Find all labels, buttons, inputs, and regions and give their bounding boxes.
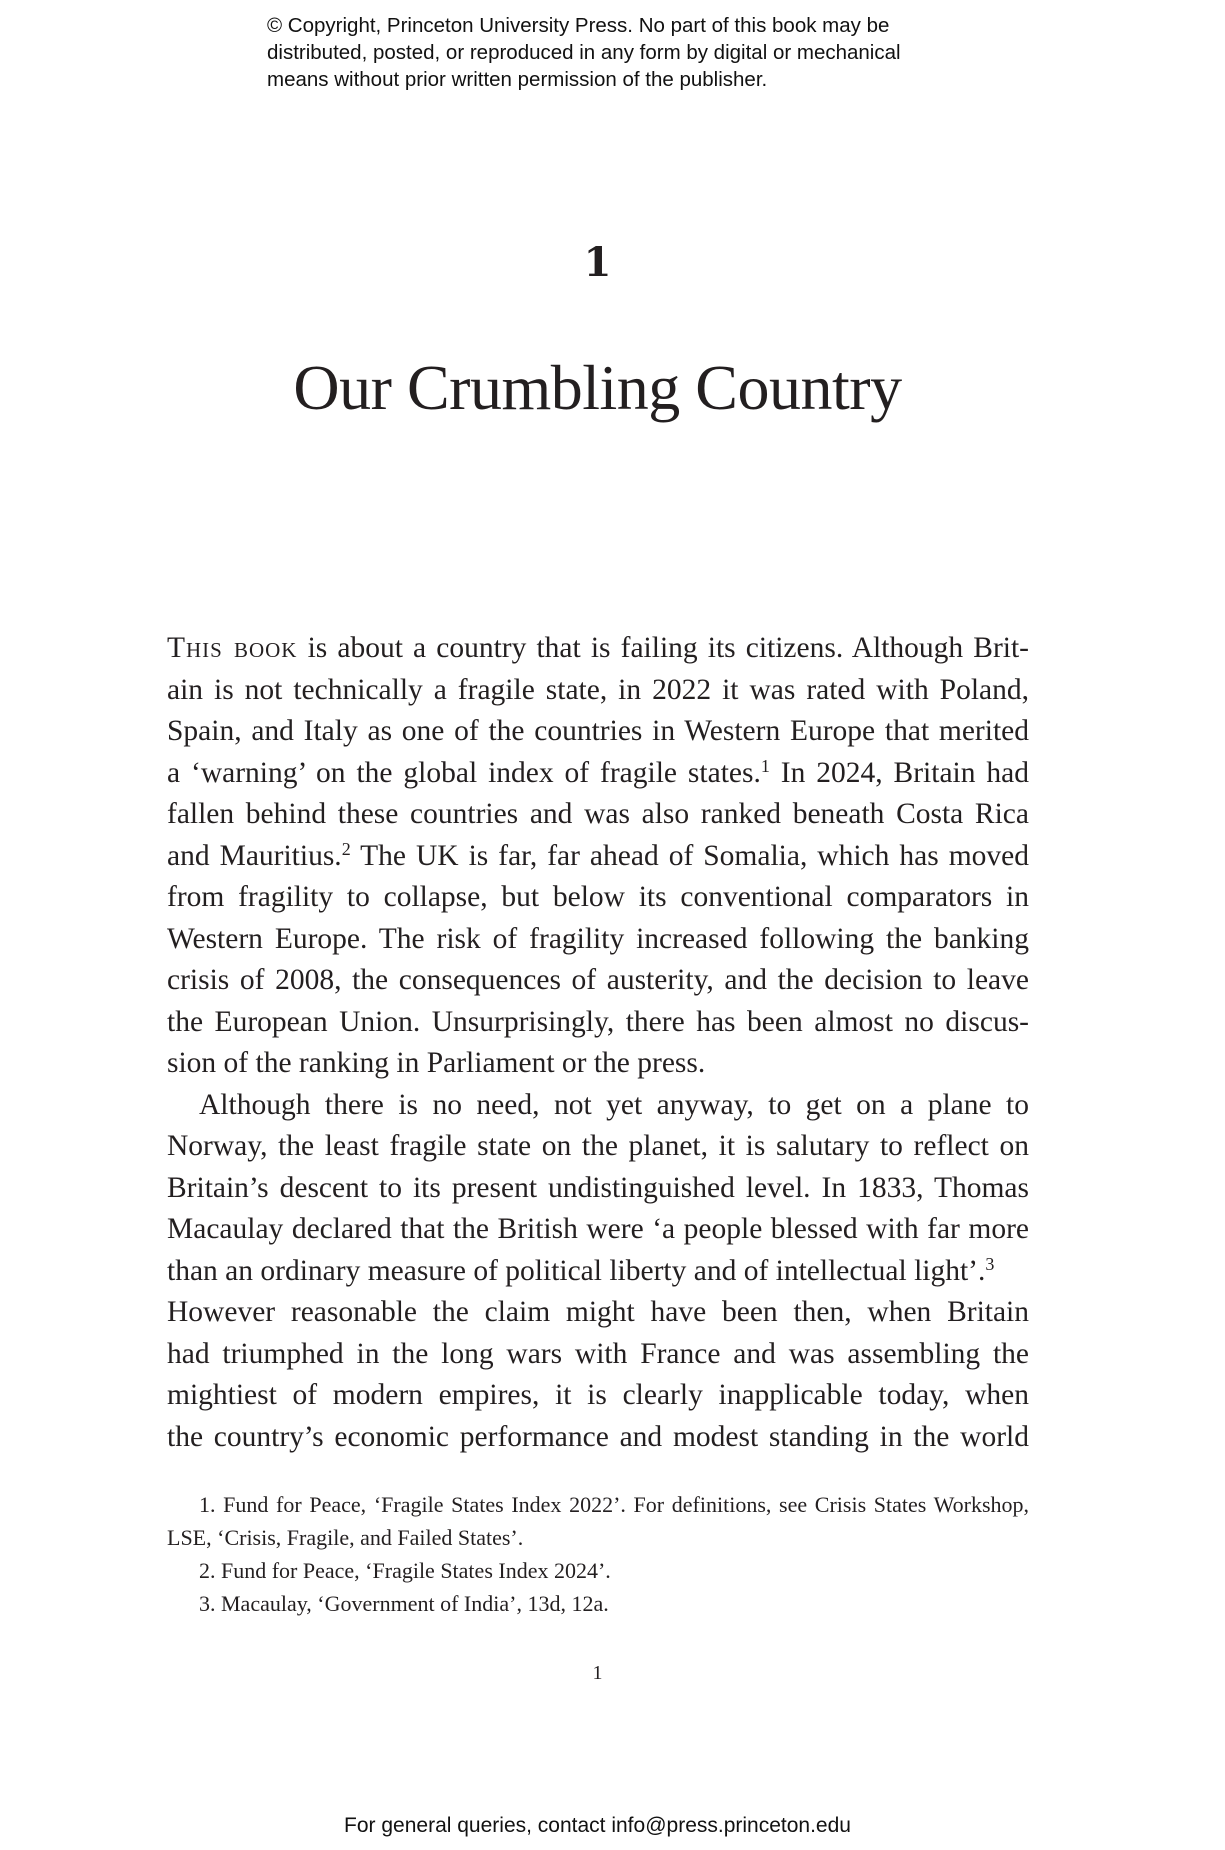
text-line xyxy=(167,836,1029,878)
text-segment: a ‘warning’ on the global index of fragile states. xyxy=(167,756,761,789)
footnote-ref-2[interactable]: 2 xyxy=(341,838,351,859)
text-line: Macaulay declared that the British were ‘a people blessed with far more xyxy=(167,1213,1029,1245)
copyright-line: © Copyright, Princeton University Press. No part of this book may be xyxy=(267,14,890,37)
text-line: ain is not technically a fragile state, in 2022 it was rated with Poland, xyxy=(167,673,1029,706)
text-line xyxy=(167,753,1029,795)
text-line: crisis of 2008, the consequences of austerity, and the decision to leave xyxy=(167,964,1029,996)
chapter-title: Our Crumbling Country xyxy=(293,352,902,423)
chapter-number: 1 xyxy=(583,239,612,286)
text-line: the country’s economic performance and modest standing in the world xyxy=(167,1420,1029,1453)
contact-footer: For general queries, contact info@press.princeton.edu xyxy=(344,1814,851,1837)
footnote-ref-3[interactable]: 3 xyxy=(985,1253,995,1274)
text-line: had triumphed in the long wars with France and was assembling the xyxy=(167,1337,1029,1370)
text-segment: The UK is far, far ahead of Somalia, which has moved xyxy=(350,839,1029,872)
text-segment: In 2024, Britain had xyxy=(769,756,1029,789)
footnotes xyxy=(167,1488,1029,1620)
text-line xyxy=(167,628,1029,670)
text-line: Western Europe. The risk of fragility increased following the banking xyxy=(167,922,1029,955)
text-segment: is about a country that is failing its citizens. Although Brit- xyxy=(297,632,1029,664)
footnote-2: 2. Fund for Peace, ‘Fragile States Index 2024’. xyxy=(199,1558,611,1583)
text-line: fallen behind these countries and was also ranked beneath Costa Rica xyxy=(167,798,1029,830)
footnote-ref-1[interactable]: 1 xyxy=(760,755,770,776)
text-segment: and Mauritius. xyxy=(167,839,342,872)
lead-in: This book xyxy=(167,632,298,664)
copyright-notice xyxy=(267,12,1027,93)
text-line: Britain’s descent to its present undistinguished level. In 1833, Thomas xyxy=(167,1171,1029,1204)
text-line: from fragility to collapse, but below its conventional comparators in xyxy=(167,881,1029,913)
text-line: Although there is no need, not yet anyway, to get on a plane to xyxy=(199,1088,1029,1121)
text-line: sion of the ranking in Parliament or the press. xyxy=(167,1047,706,1079)
text-line: Norway, the least fragile state on the planet, it is salutary to reflect on xyxy=(167,1130,1029,1162)
body-text xyxy=(167,628,1029,1458)
text-segment: than an ordinary measure of political liberty and of intellectual light’. xyxy=(167,1254,986,1287)
footnote-3: 3. Macaulay, ‘Government of India’, 13d, 12a. xyxy=(199,1591,609,1616)
text-line: However reasonable the claim might have been then, when Britain xyxy=(167,1296,1029,1328)
copyright-line: means without prior written permission of the publisher. xyxy=(267,68,768,91)
text-line: Spain, and Italy as one of the countries in Western Europe that merited xyxy=(167,715,1029,747)
copyright-line: distributed, posted, or reproduced in any form by digital or mechanical xyxy=(267,41,901,64)
text-line: the European Union. Unsurprisingly, there has been almost no discus- xyxy=(167,1005,1029,1038)
text-line xyxy=(167,1251,1029,1293)
page-number: 1 xyxy=(592,1662,603,1684)
text-line: mightiest of modern empires, it is clearly inapplicable today, when xyxy=(167,1379,1029,1411)
footnote-1-line: 1. Fund for Peace, ‘Fragile States Index 2022’. For definitions, see Crisis States Workshop, xyxy=(199,1492,1029,1517)
footnote-1-line: LSE, ‘Crisis, Fragile, and Failed States’. xyxy=(167,1525,524,1550)
